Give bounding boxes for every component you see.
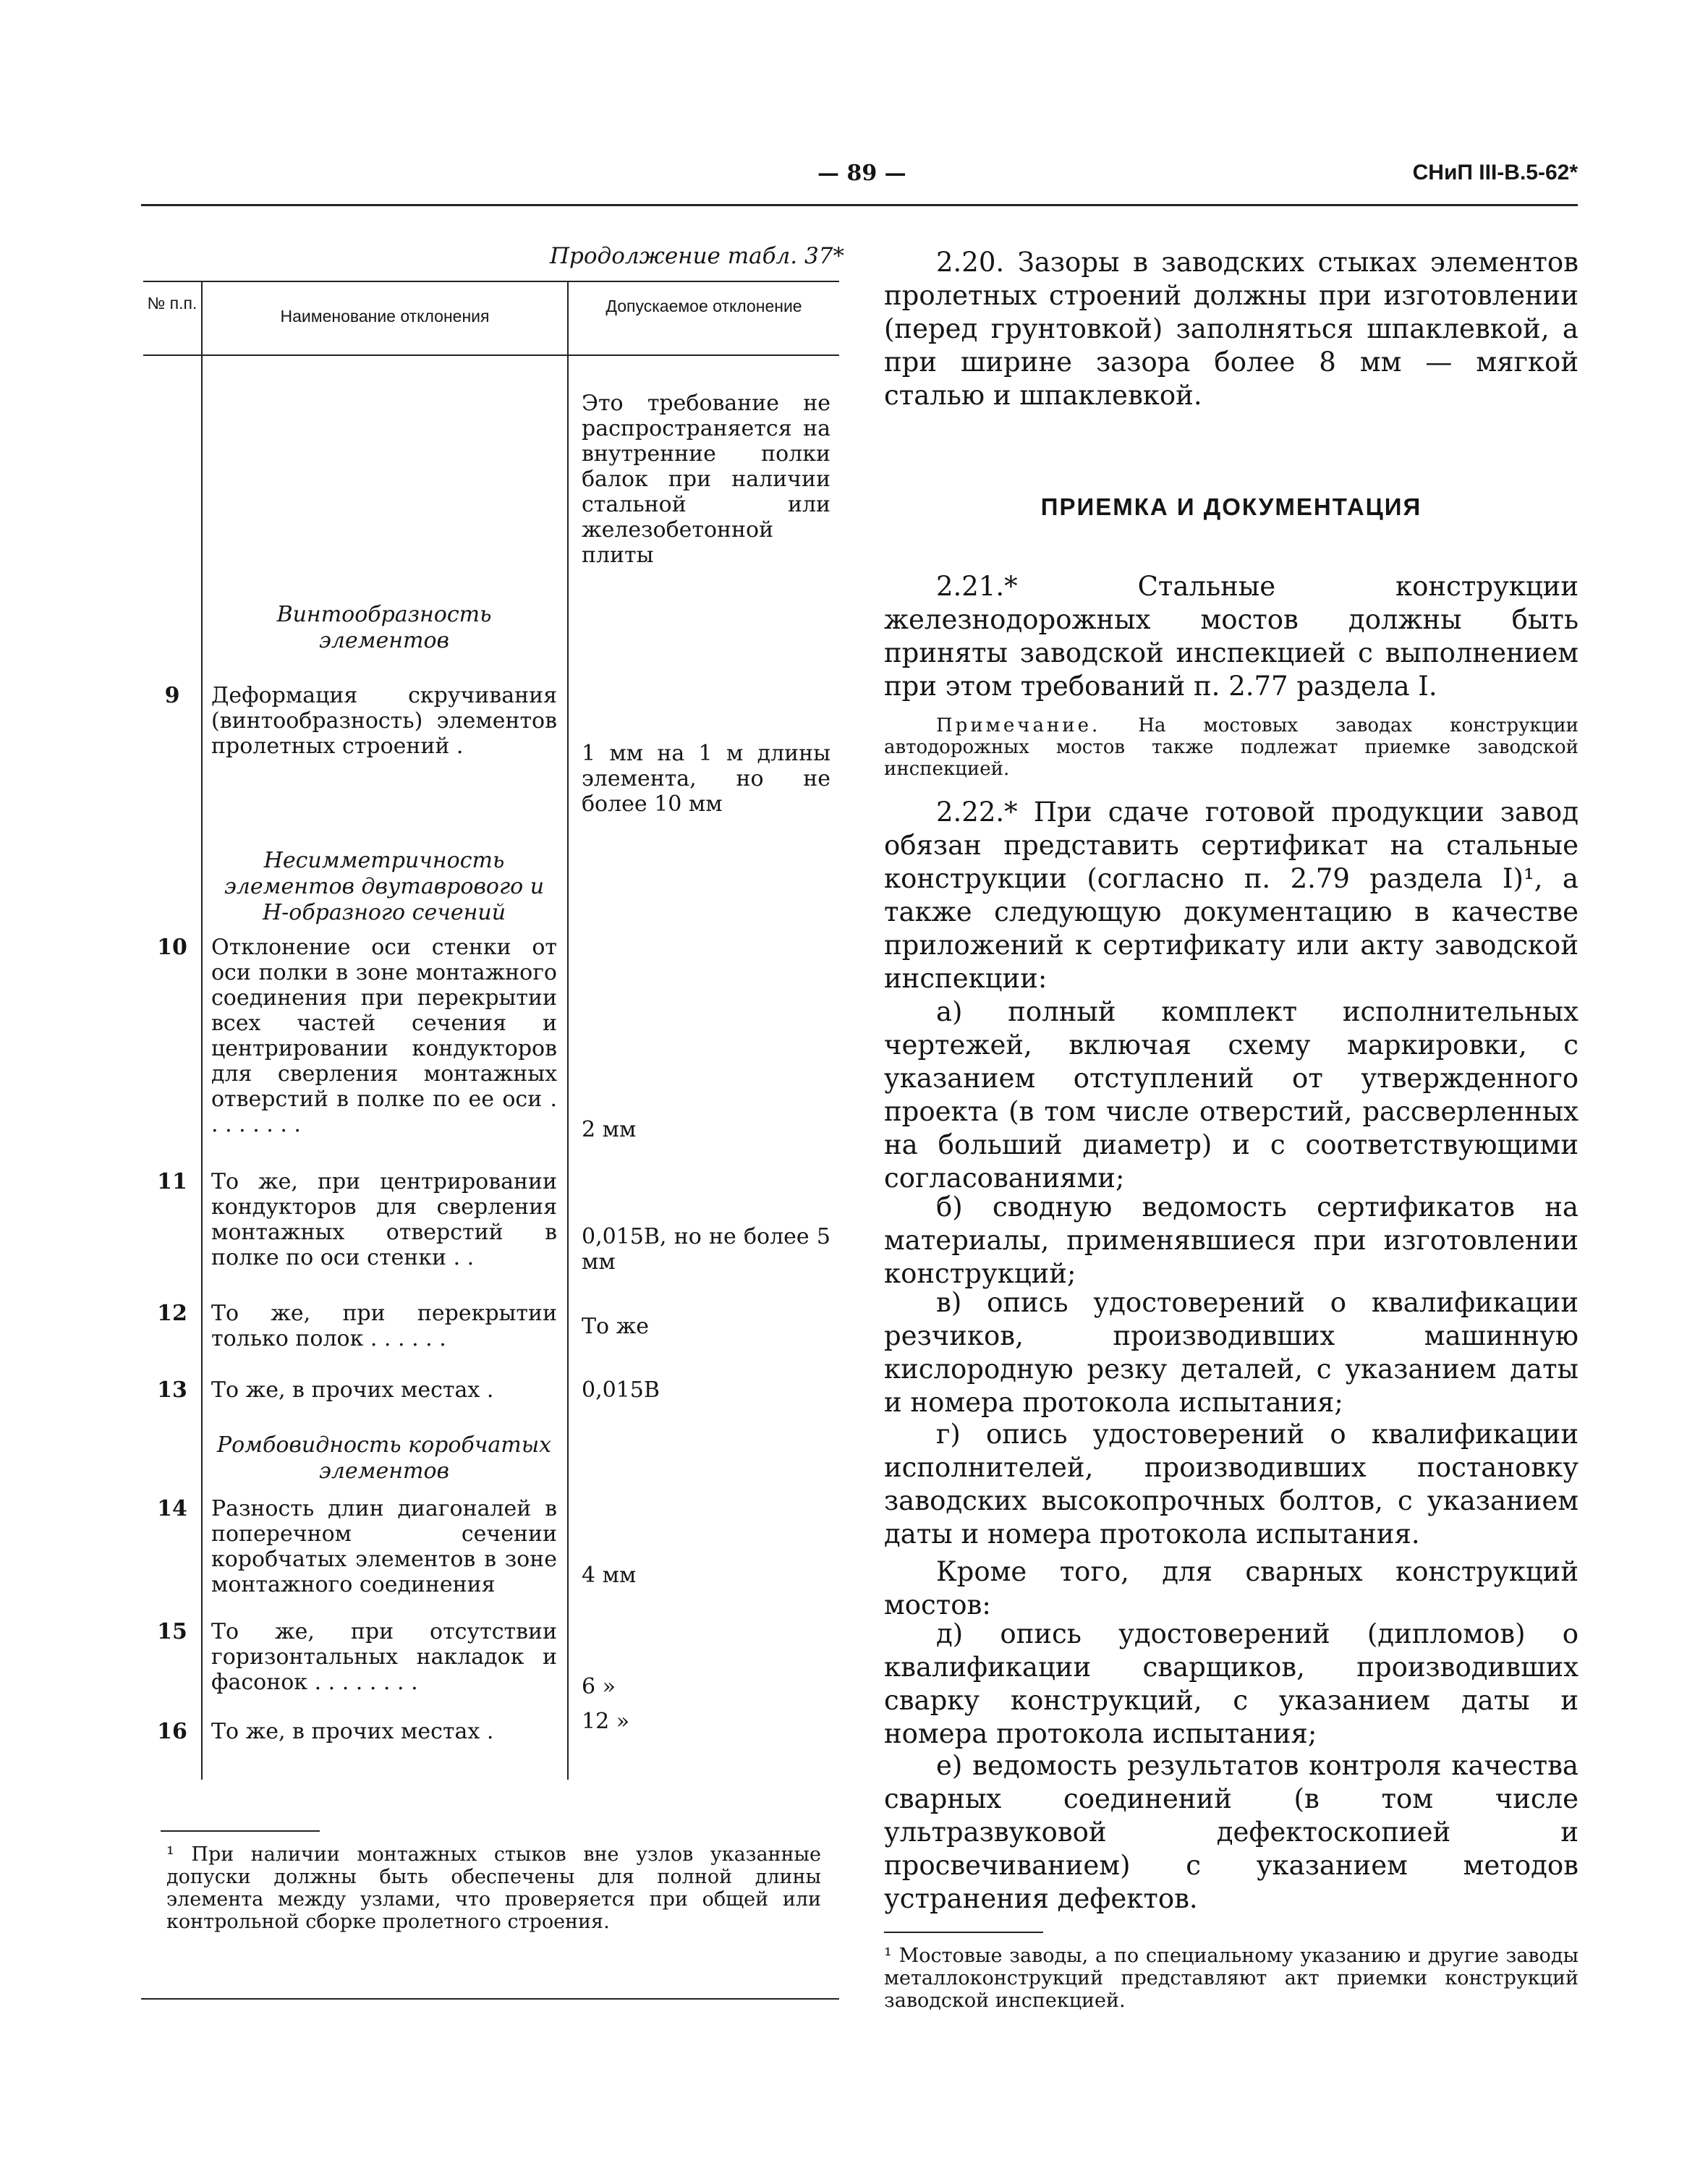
list-item-a: а) полный комплект исполнительных чертежей, включая схему маркировки, с указанием отступлений от утвержденного проекта (в том числе отверстий, рассверленных на больший диаметр) и с соответствующими согласованиями; — [884, 996, 1579, 1194]
row-deviation: 6 » — [582, 1674, 616, 1699]
list-item-v: в) опись удостоверений о квалификации резчиков, производивших машинную кислородную резку деталей, с указанием даты и номера протокола испытания; — [884, 1287, 1579, 1418]
row-num: 14 — [157, 1496, 187, 1521]
table-top-rule — [143, 281, 839, 282]
page-number: — 89 — — [817, 161, 906, 186]
table-col-divider — [567, 281, 569, 1780]
header-num: № п.п. — [147, 294, 197, 313]
row-num: 16 — [157, 1719, 187, 1744]
row-name: То же, при перекрытии только полок . . . . . . — [211, 1301, 557, 1351]
note — [884, 715, 1579, 780]
row-deviation: 12 » — [582, 1709, 630, 1734]
paragraph-2-22: 2.22.* При сдаче готовой продукции завод обязан представить сертификат на стальные конструкции (согласно п. 2.79 раздела I)¹, а также следующую документацию в качестве приложений к сертификату или акту заводской инспекции: — [884, 797, 1579, 994]
group-title: Несимметричность элементов двутаврового и Н-образного сечений — [224, 848, 545, 925]
row-deviation: 1 мм на 1 м длины элемента, но не более 10 мм — [582, 741, 830, 817]
list-item-b: б) сводную ведомость сертификатов на материалы, применявшиеся при изготовлении конструкций; — [884, 1192, 1579, 1289]
left-bottom-rule — [141, 1998, 839, 2000]
table-top-note: Это требование не распространяется на внутренние полки балок при наличии стальной или железобетонной плиты — [582, 391, 830, 568]
list-item-e: е) ведомость результатов контроля качества сварных соединений (в том числе ультразвуковой дефектоскопией и просвечиванием) с указанием методов устранения дефектов. — [884, 1750, 1579, 1914]
list-item-d: д) опись удостоверений (дипломов) о квалификации сварщиков, производивших сварку конструкций, с указанием даты и номера протокола испытания; — [884, 1618, 1579, 1749]
row-num: 11 — [157, 1169, 187, 1194]
header-rule — [141, 204, 1578, 206]
paragraph-2-21: 2.21.* Стальные конструкции железнодорожных мостов должны быть приняты заводской инспекцией с выполнением при этом требований п. 2.77 раздела I. — [884, 571, 1579, 702]
row-name: Отклонение оси стенки от оси полки в зоне монтажного соединения при перекрытии всех частей сечения и центрировании кондукторов для сверления монтажных отверстий в полке по ее оси . . . . . . . . — [211, 935, 557, 1137]
table-col-divider — [201, 281, 203, 1780]
row-name: То же, в прочих местах . — [211, 1719, 494, 1744]
row-deviation: 0,015B, но не более 5 мм — [582, 1224, 830, 1275]
row-name: Деформация скручивания (винтообразность) элементов пролетных строений . — [211, 683, 557, 759]
row-name: То же, при отсутствии горизонтальных накладок и фасонок . . . . . . . . — [211, 1619, 557, 1695]
row-name: Разность длин диагоналей в поперечном сечении коробчатых элементов в зоне монтажного соединения — [211, 1496, 557, 1597]
row-num: 15 — [157, 1619, 187, 1644]
paragraph-kroome: Кроме того, для сварных конструкций мостов: — [884, 1556, 1579, 1621]
paragraph-2-20: 2.20. Зазоры в заводских стыках элементов пролетных строений должны при изготовлении (перед грунтовкой) заполняться шпаклевкой, а при ширине зазора более 8 мм — мягкой сталью и шпаклевкой. — [884, 247, 1579, 411]
document-code: СНиП III-В.5-62* — [1412, 161, 1578, 184]
row-deviation: 0,015B — [582, 1377, 660, 1403]
row-name: То же, в прочих местах . — [211, 1377, 494, 1403]
table-header-rule — [143, 354, 839, 356]
row-deviation: 2 мм — [582, 1117, 637, 1142]
header-deviation: Допускаемое отклонение — [606, 297, 802, 315]
group-title: Винтообразность элементов — [276, 602, 492, 653]
note-text: На мостовых заводах конструкции автодорожных мостов также подлежат приемке заводской инспекцией. — [884, 715, 1579, 780]
list-item-g: г) опись удостоверений о квалификации исполнителей, производивших постановку заводских высокопрочных болтов, с указанием даты и номера протокола испытания. — [884, 1419, 1579, 1550]
row-num: 9 — [164, 683, 180, 708]
row-num: 13 — [157, 1377, 187, 1403]
group-title: Ромбовидность коробчатых элементов — [216, 1432, 552, 1484]
row-name: То же, при центрировании кондукторов для сверления монтажных отверстий в полке по оси стенки . . — [211, 1169, 557, 1270]
table-continuation-label: Продолжение табл. 37* — [550, 243, 844, 269]
row-deviation: То же — [582, 1314, 649, 1339]
row-num: 12 — [157, 1301, 187, 1326]
footnote-rule — [161, 1830, 320, 1832]
right-footnote-rule — [884, 1932, 1043, 1933]
row-deviation: 4 мм — [582, 1563, 637, 1588]
note-label: Примечание. — [936, 715, 1101, 736]
row-num: 10 — [157, 935, 187, 960]
right-footnote: ¹ Мостовые заводы, а по специальному указанию и другие заводы металлоконструкций представляют акт приемки конструкций заводской инспекцией. — [884, 1945, 1579, 2012]
deviation-table — [143, 281, 839, 1780]
table-footnote: ¹ При наличии монтажных стыков вне узлов указанные допуски должны быть обеспечены для полной длины элемента между узлами, что проверяется при общей или контрольной сборке пролетного строения. — [166, 1843, 821, 1933]
section-heading: ПРИЕМКА И ДОКУМЕНТАЦИЯ — [1040, 493, 1422, 520]
header-name: Наименование отклонения — [280, 307, 490, 326]
